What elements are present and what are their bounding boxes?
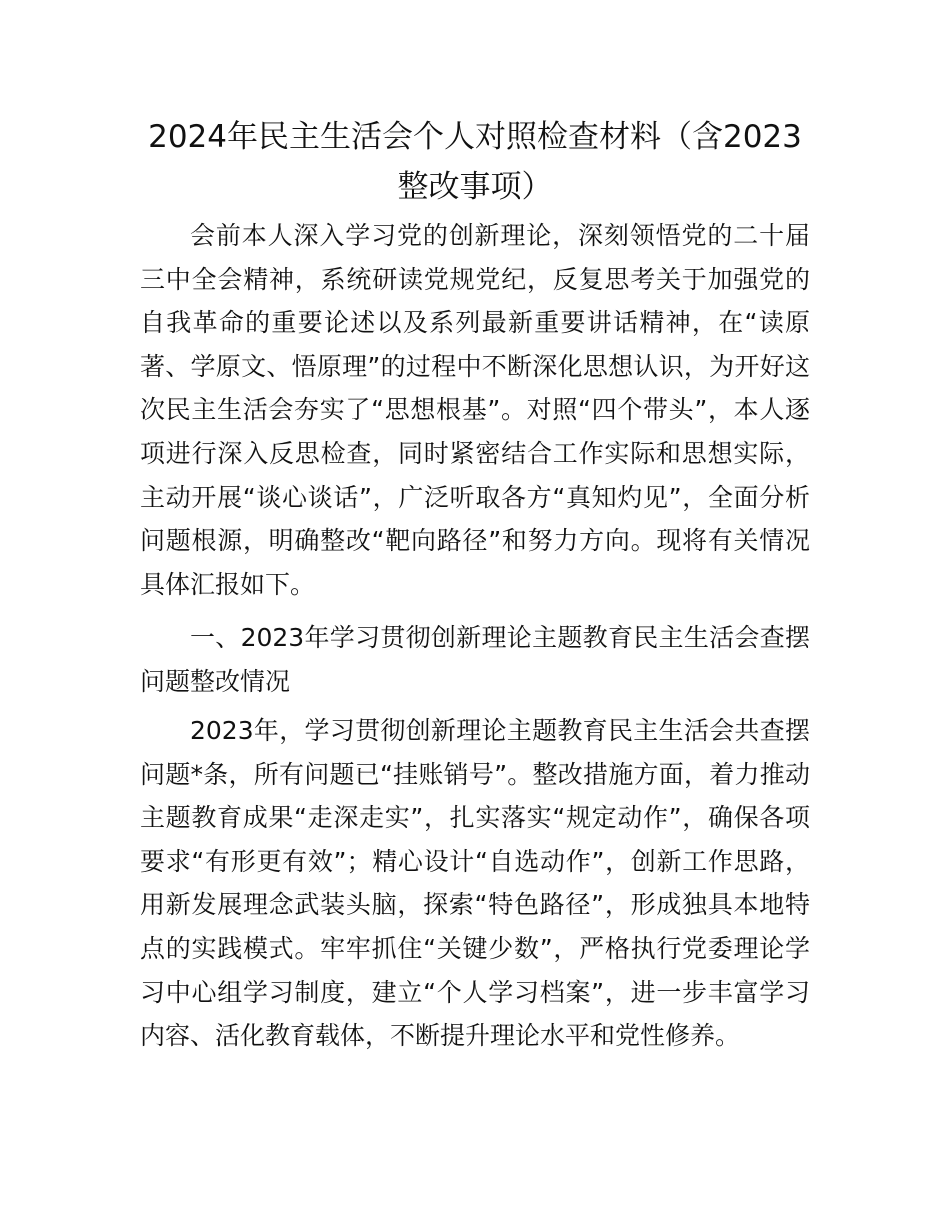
- section-1-paragraph: 2023年，学习贯彻创新理论主题教育民主生活会共查摆问题*条，所有问题已“挂账销号”。整改措施方面，着力推动主题教育成果“走深走实”，扎实落实“规定动作”，确保各项要求“有形更有效”；精心设计“自选动作”，创新工作思路，用新发展理念武装头脑，探索“特色路径”，形成独具本地特点的实践模式。牢牢抓住“关键少数”，严格执行党委理论学习中心组学习制度，建立“个人学习档案”，进一步丰富学习内容、活化教育载体，不断提升理论水平和党性修养。: [140, 716, 810, 1051]
- document-title: 2024年民主生活会个人对照检查材料（含2023整改事项）: [148, 119, 802, 205]
- section-heading-1: 一、2023年学习贯彻创新理论主题教育民主生活会查摆问题整改情况: [140, 623, 810, 696]
- intro-paragraph: 会前本人深入学习党的创新理论，深刻领悟党的二十届三中全会精神，系统研读党规党纪，反复思考关于加强党的自我革命的重要论述以及系列最新重要讲话精神，在“读原著、学原文、悟原理”的过程中不断深化思想认识，为开好这次民主生活会夯实了“思想根基”。对照“四个带头”，本人逐项进行深入反思检查，同时紧密结合工作实际和思想实际，主动开展“谈心谈话”，广泛听取各方“真知灼见”，全面分析问题根源，明确整改“靶向路径”和努力方向。现将有关情况具体汇报如下。: [140, 221, 810, 599]
